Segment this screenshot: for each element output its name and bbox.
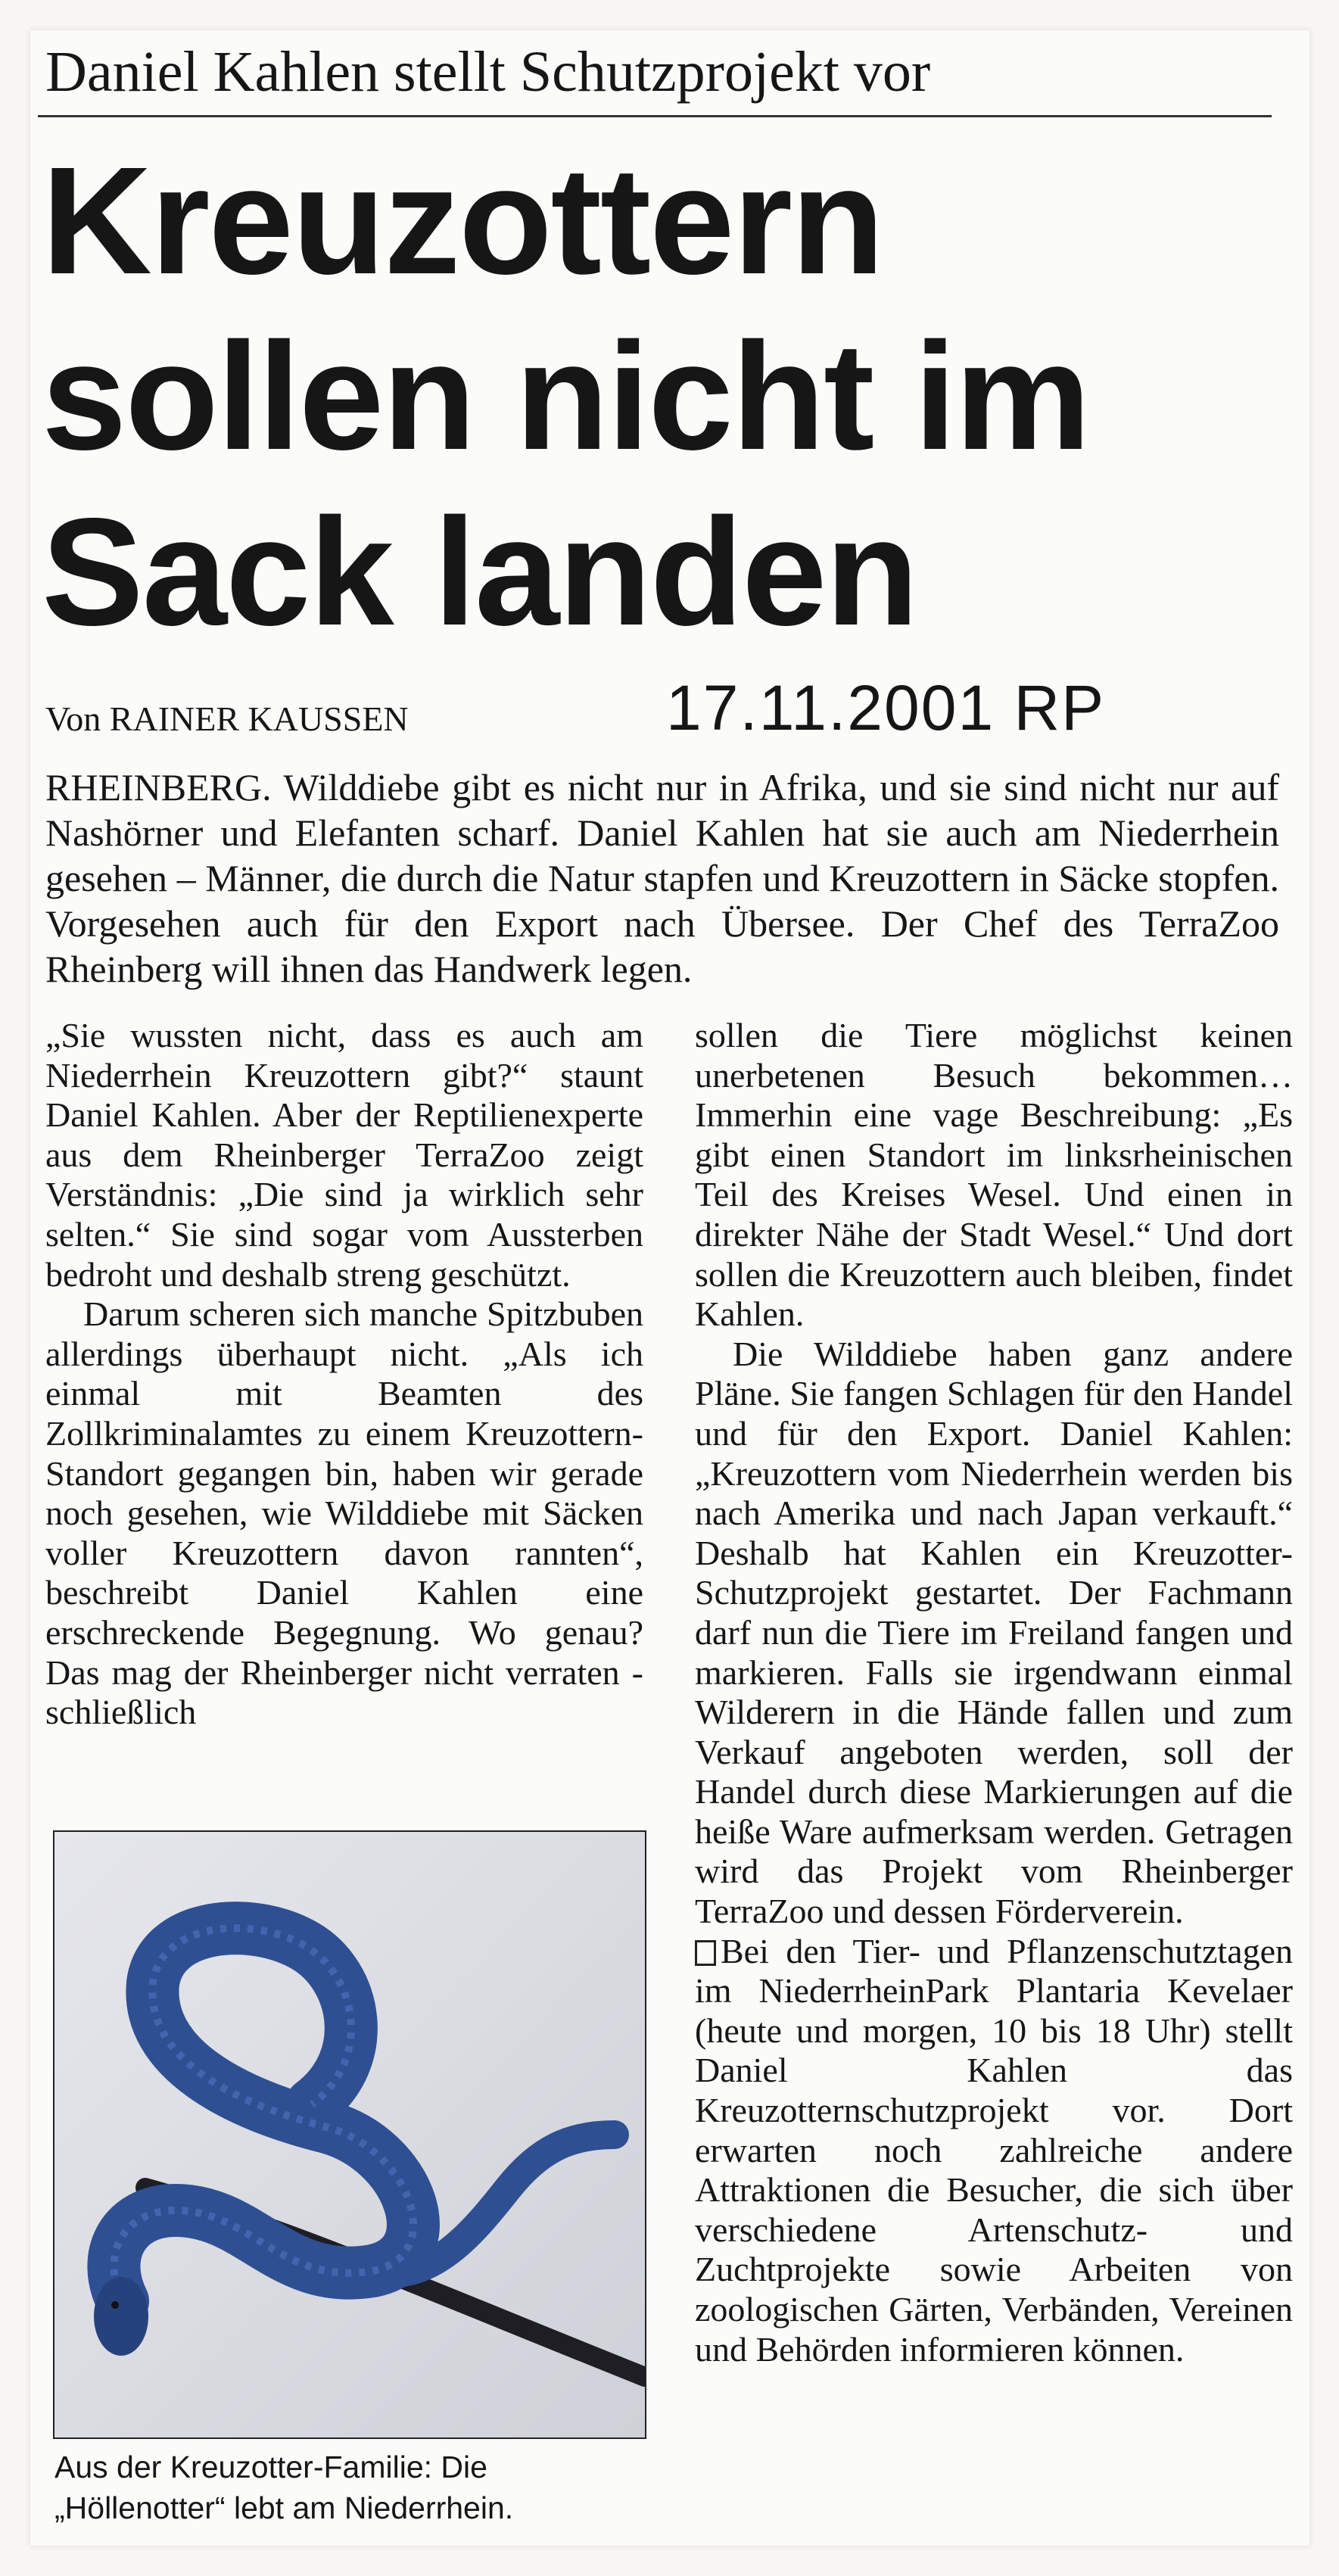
byline: Von RAINER KAUSSEN — [45, 699, 409, 738]
col2-paragraph-1: sollen die Tiere möglichst keinen unerbetenen Besuch bekommen… Immerhin eine vage Beschreibung: „Es gibt einen Standort im linksrheinischen Teil des Kreises Wesel. Und einen in direkter Nähe der Stadt Wesel.“ Und dort sollen die Kreuzottern auch bleiben, findet Kahlen. — [695, 1016, 1293, 1334]
col2-info-box — [695, 1932, 1293, 2370]
headline-line-1: Kreuzottern — [42, 135, 883, 306]
intro-paragraph: RHEINBERG. Wilddiebe gibt es nicht nur in Afrika, und sie sind nicht nur auf Nashörner und Elefanten scharf. Daniel Kahlen hat sie auch am Niederrhein gesehen – Männer, die durch die Natur stapfen und Kreuzottern in Säcke stopfen. Vorgesehen auch für den Export nach Übersee. Der Chef des TerraZoo Rheinberg will ihnen das Handwerk legen. — [45, 766, 1279, 990]
photo-caption: Aus der Kreuzotter-Familie: Die „Höllenotter“ lebt am Niederrhein. — [54, 2450, 514, 2525]
col1-paragraph-1: „Sie wussten nicht, dass es auch am Niederrhein Kreuzottern gibt?“ staunt Daniel Kahlen. Aber der Reptilienexperte aus dem Rheinberger TerraZoo zeigt Verständnis: „Die sind ja wirklich sehr selten.“ Sie sind sogar vom Aussterben bedroht und deshalb streng geschützt. — [45, 1016, 643, 1294]
kicker-line: Daniel Kahlen stellt Schutzprojekt vor — [45, 40, 931, 104]
headline-line-2: sollen nicht im — [42, 310, 1090, 481]
body-column-1 — [45, 1016, 643, 1733]
col2-paragraph-2: Die Wilddiebe haben ganz andere Pläne. Sie fangen Schlagen für den Handel und für den Export. Daniel Kahlen: „Kreuzottern vom Niederrhein werden bis nach Amerika und nach Japan verkauft.“ Deshalb hat Kahlen ein Kreuzotter-Schutzprojekt gestartet. Der Fachmann darf nun die Tiere im Freiland fangen und markieren. Falls sie irgendwann einmal Wilderern in die Hände fallen und zum Verkauf angeboten werden, soll der Handel durch diese Markierungen auf die heiße Ware aufmerksam werden. Getragen wird das Projekt vom Rheinberger TerraZoo und dessen Förderverein. — [695, 1334, 1293, 1931]
col1-paragraph-2: Darum scheren sich manche Spitzbuben allerdings überhaupt nicht. „Als ich einmal mit Beamten des Zollkriminalamtes zu einem Kreuzottern-Standort gegangen bin, haben wir gerade noch gesehen, wie Wilddiebe mit Säcken voller Kreuzottern davon rannten“, beschreibt Daniel Kahlen eine erschreckende Begegnung. Wo genau? Das mag der Rheinberger nicht verraten - schließlich — [45, 1294, 643, 1732]
date-annotation: 17.11.2001 RP — [666, 672, 1106, 743]
col2-info-text: Bei den Tier- und Pflanzenschutztagen im NiederrheinPark Plantaria Kevelaer (heute und morgen, 10 bis 18 Uhr) stellt Daniel Kahlen das Kreuzotternschutzprojekt vor. Dort erwarten noch zahlreiche andere Attraktionen die Besucher, die sich über verschiedene Artenschutz- und Zuchtprojekte sowie Arbeiten von zoologischen Gärten, Verbänden, Vereinen und Behörden informieren können. — [695, 1931, 1293, 2369]
snake-image-icon — [54, 1832, 645, 2437]
checkbox-marker-icon — [695, 1940, 716, 1966]
header-rule — [38, 115, 1272, 117]
snake-photo — [53, 1830, 646, 2439]
headline — [42, 132, 1260, 659]
headline-line-3: Sack landen — [42, 486, 917, 657]
body-column-2 — [695, 1016, 1293, 2369]
